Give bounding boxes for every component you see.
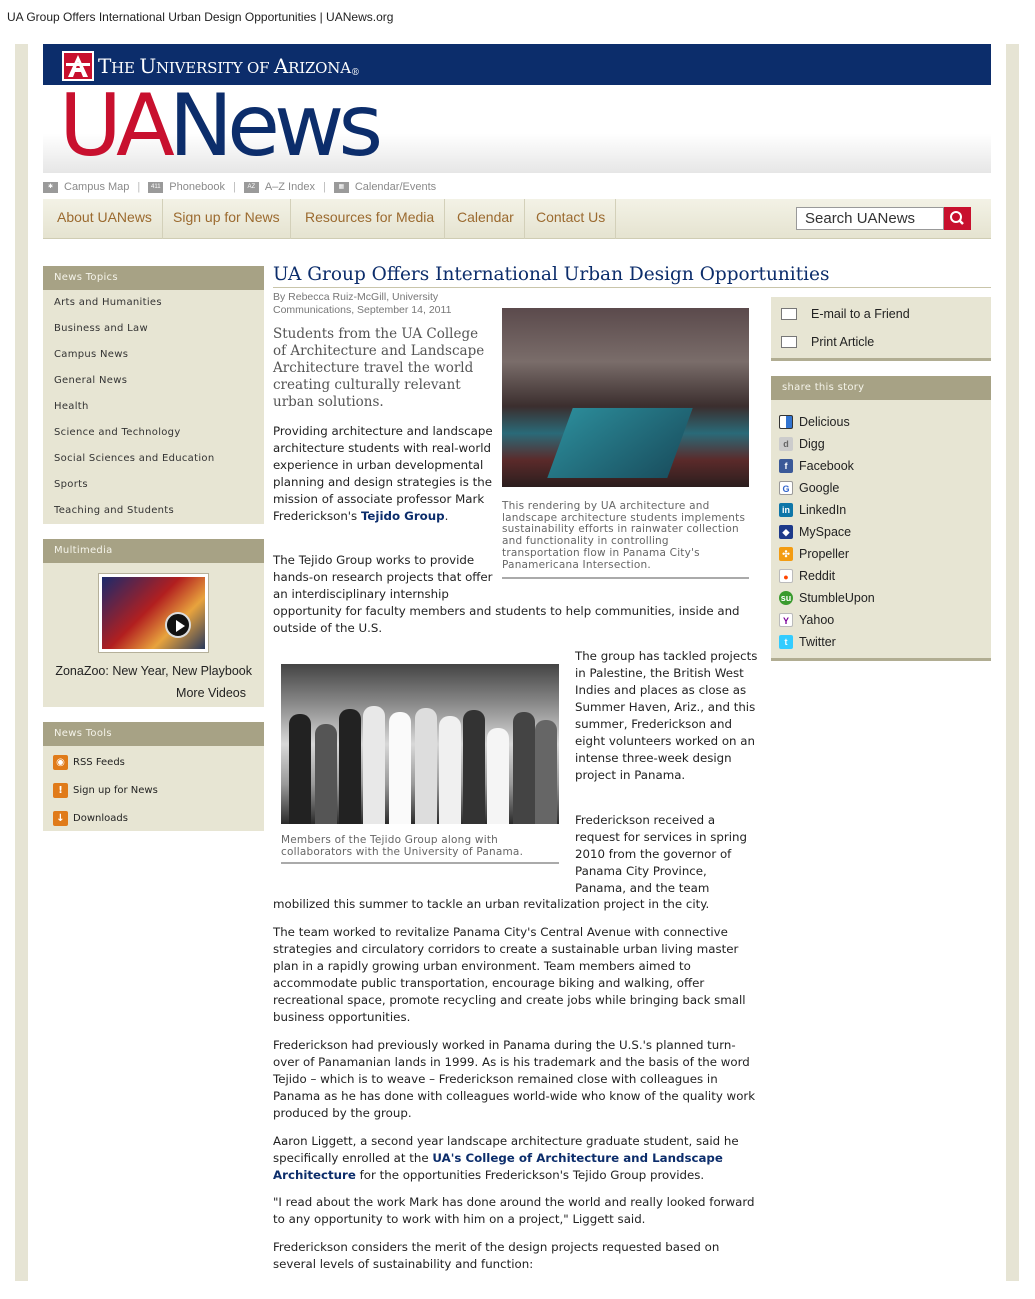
rendering-photo <box>502 308 749 487</box>
rss-icon: ◉ <box>53 755 68 770</box>
print-label: Print Article <box>811 335 875 349</box>
article-paragraph-2b: opportunity for faculty members and students to help communities, inside and outside of the U.S. <box>273 604 740 635</box>
utility-link-calendar[interactable]: ▦ Calendar/Events <box>334 181 436 193</box>
topic-social-sciences-and-education[interactable]: Social Sciences and Education <box>54 453 215 464</box>
share-label: StumbleUpon <box>799 591 875 605</box>
utility-link-phonebook[interactable]: 411 Phonebook <box>148 181 225 193</box>
news-tool-rss-feeds[interactable] <box>43 748 264 776</box>
document-title: UA Group Offers International Urban Design Opportunities | UANews.org <box>7 10 394 24</box>
video-caption-link[interactable]: ZonaZoo: New Year, New Playbook <box>55 664 252 678</box>
share-propeller[interactable] <box>779 545 849 563</box>
rendering-photo-caption: This rendering by UA architecture and landscape architecture students implements sustainability efforts in rainwater collection and functionality in controlling transportation flow in Panama City's Panamericana Intersection. <box>502 501 749 579</box>
nav-about-uanews[interactable]: About UANews <box>47 199 163 239</box>
news-tool-label: Downloads <box>73 812 128 824</box>
news-tools-panel <box>43 722 264 831</box>
download-icon: ↓ <box>53 811 68 826</box>
digg-icon: d <box>779 437 793 451</box>
share-facebook[interactable] <box>779 457 854 475</box>
multimedia-heading: Multimedia <box>43 539 264 563</box>
university-name[interactable]: THE UNIVERSITY OF ARIZONA® <box>98 54 360 78</box>
article-paragraph-7: Aaron Liggett, a second year landscape architecture graduate student, said he specifically enrolled at the UA's College of Architecture and Landscape Architecture for the opportunities Frederickson's Tejido Group provides. <box>273 1134 739 1182</box>
news-tool-label: Sign up for News <box>73 784 158 796</box>
main-navigation <box>43 199 991 239</box>
myspace-icon: ◆ <box>779 525 793 539</box>
tejido-group-photo <box>281 664 559 824</box>
topic-sports[interactable]: Sports <box>54 479 88 490</box>
google-icon: G <box>779 481 793 495</box>
alert-icon: ! <box>53 783 68 798</box>
article-paragraph-5: The team worked to revitalize Panama City's Central Avenue with connective strategies and circulatory corridors to create a sustainable urban living master plan in a rapidly growing urban environment. Team members aimed to accommodate public transportation, encourage biking and walking, offer recreational space, promote recycling and create jobs while bringing back small business opportunities. <box>273 925 746 1024</box>
article-paragraph-6: Frederickson had previously worked in Panama during the U.S.'s planned turn-over of Panamanian lands in 1999. As is his trademark and the basis of the word Tejido – which is to weave – Frederickson remained close with colleagues in Panama as he has done with colleagues world-wide who know of the quality work produced by the group. <box>273 1038 756 1120</box>
search-input[interactable]: Search UANews <box>796 207 944 230</box>
more-videos-link[interactable]: More Videos <box>176 686 246 700</box>
nav-calendar[interactable]: Calendar <box>447 199 525 239</box>
calendar-icon: ▦ <box>334 182 349 193</box>
topic-general-news[interactable]: General News <box>54 375 128 386</box>
uanews-logo[interactable]: UANews <box>59 76 378 176</box>
share-label: Propeller <box>799 547 850 561</box>
play-icon[interactable] <box>165 612 191 638</box>
propeller-icon: ✣ <box>779 547 793 561</box>
article-paragraph-2a: The Tejido Group works to provide hands-on research projects that offer an interdisciplinary internship <box>273 553 493 601</box>
share-twitter[interactable] <box>779 633 836 651</box>
envelope-icon <box>781 308 797 320</box>
nav-sign-up-for-news[interactable]: Sign up for News <box>163 199 291 239</box>
facebook-icon: f <box>779 459 793 473</box>
share-myspace[interactable] <box>779 523 851 541</box>
tejido-group-photo-caption: Members of the Tejido Group along with collaborators with the University of Panama. <box>281 834 559 864</box>
delicious-icon <box>779 415 793 429</box>
share-label: Google <box>799 481 840 495</box>
article-paragraph-1: Providing architecture and landscape architecture students with real-world experience in urban developmental planning and design strategies is the mission of associate professor Mark Frederickson's Tejido Group. <box>273 424 493 523</box>
share-linkedin[interactable] <box>779 501 846 519</box>
topic-campus-news[interactable]: Campus News <box>54 349 129 360</box>
share-label: Delicious <box>799 415 850 429</box>
utility-links <box>43 180 444 194</box>
linkedin-icon: in <box>779 503 793 517</box>
share-stumbleupon[interactable] <box>779 589 875 607</box>
share-label: MySpace <box>799 525 852 539</box>
news-tool-sign-up[interactable] <box>43 776 264 804</box>
search-icon <box>944 207 971 230</box>
share-panel <box>771 376 991 661</box>
share-digg[interactable] <box>779 435 825 453</box>
search-button[interactable] <box>944 207 971 230</box>
share-label: LinkedIn <box>799 503 847 517</box>
share-label: Twitter <box>799 635 836 649</box>
article-byline <box>273 291 478 317</box>
multimedia-panel <box>43 539 264 707</box>
share-label: Reddit <box>799 569 836 583</box>
news-topics-heading: News Topics <box>43 266 264 290</box>
video-thumbnail[interactable] <box>98 573 209 653</box>
email-label: E-mail to a Friend <box>811 307 910 321</box>
printer-icon <box>781 336 797 348</box>
topic-health[interactable]: Health <box>54 401 89 412</box>
utility-link-campus-map[interactable]: ✱ Campus Map <box>43 181 129 193</box>
topic-business-and-law[interactable]: Business and Law <box>54 323 148 334</box>
reddit-icon: ● <box>779 569 793 583</box>
college-of-architecture-link[interactable]: UA's College of Architecture and Landscape Architecture <box>273 1151 723 1182</box>
share-delicious[interactable] <box>779 413 850 431</box>
phonebook-icon: 411 <box>148 182 163 193</box>
article-paragraph-8: "I read about the work Mark has done around the world and really looked forward to any opportunity to work with him on a project," Liggett said. <box>273 1195 755 1226</box>
topic-arts-and-humanities[interactable]: Arts and Humanities <box>54 297 162 308</box>
tejido-group-link[interactable]: Tejido Group <box>360 509 445 523</box>
article-title: UA Group Offers International Urban Design Opportunities <box>273 264 991 288</box>
topic-teaching-and-students[interactable]: Teaching and Students <box>54 505 175 516</box>
yahoo-icon: Y <box>779 613 793 627</box>
share-label: Yahoo <box>799 613 835 627</box>
video-thumbnail-image <box>102 577 205 649</box>
utility-link-az-index[interactable]: AZ A–Z Index <box>244 181 315 193</box>
email-to-friend-link[interactable] <box>781 305 910 323</box>
nav-resources-for-media[interactable]: Resources for Media <box>295 199 445 239</box>
share-yahoo[interactable] <box>779 611 834 629</box>
article-paragraph-9: Frederickson considers the merit of the design projects requested based on several levels of sustainability and function: <box>273 1240 720 1271</box>
stumbleupon-icon: su <box>780 593 792 603</box>
news-topics-panel <box>43 266 264 524</box>
masthead <box>43 76 991 176</box>
nav-contact-us[interactable]: Contact Us <box>526 199 616 239</box>
article-lede: Students from the UA College of Architecture and Landscape Architecture travel the world creating culturally relevant urban solutions. <box>273 326 485 410</box>
article-paragraph-3: The group has tackled projects in Palestine, the British West Indies and places as close as Summer Haven, Ariz., and this summer, Frederickson and eight volunteers worked on an intense three-week design project in Panama. <box>575 649 758 782</box>
share-google[interactable] <box>779 479 839 497</box>
divider: | <box>232 181 236 193</box>
az-index-icon: AZ <box>244 182 259 193</box>
map-icon: ✱ <box>43 182 58 193</box>
byline-line-1: By Rebecca Ruiz-McGill, University <box>273 291 439 303</box>
twitter-icon: t <box>779 635 793 649</box>
share-reddit[interactable] <box>779 567 835 585</box>
news-tool-label: RSS Feeds <box>73 756 125 768</box>
share-label: Digg <box>799 437 825 451</box>
news-tools-heading: News Tools <box>43 722 264 746</box>
print-article-link[interactable] <box>781 333 874 351</box>
left-frame-border <box>15 44 28 1281</box>
news-tool-downloads[interactable] <box>43 804 264 832</box>
article-paragraph-4a: Frederickson received a request for services in spring 2010 from the governor of Panama City Province, Panama, and the team <box>575 813 747 895</box>
divider: | <box>137 181 141 193</box>
share-label: Facebook <box>799 459 854 473</box>
article-tools-panel <box>771 297 991 361</box>
share-heading: share this story <box>771 376 991 400</box>
topic-science-and-technology[interactable]: Science and Technology <box>54 427 181 438</box>
right-frame-border <box>1006 44 1019 1281</box>
divider: | <box>322 181 326 193</box>
byline-line-2: Communications, September 14, 2011 <box>273 304 452 316</box>
article-paragraph-4b: mobilized this summer to tackle an urban revitalization project in the city. <box>273 897 710 911</box>
